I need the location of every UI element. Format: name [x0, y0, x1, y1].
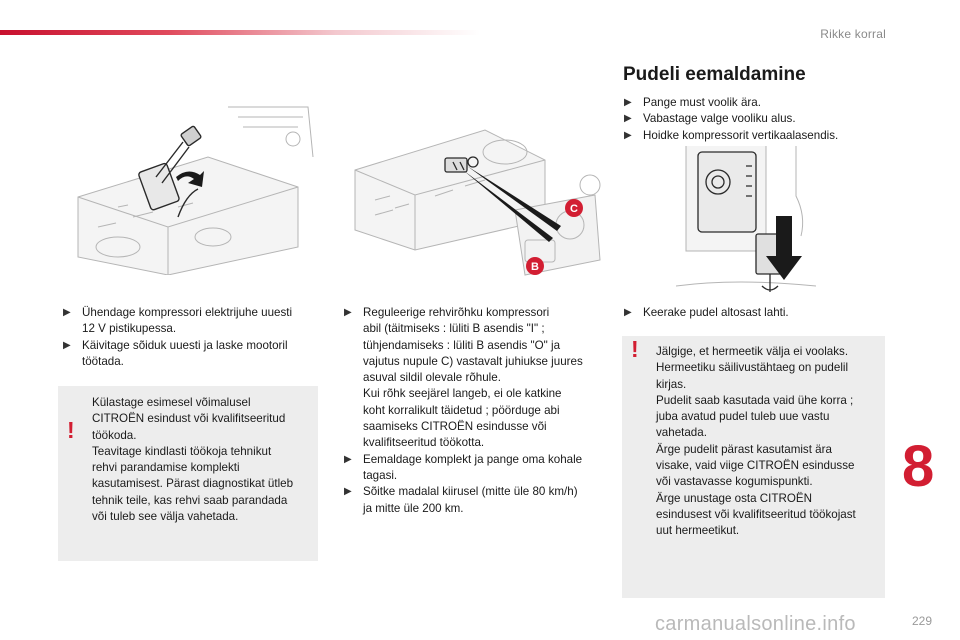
list-item: ▶ Ühendage kompressori elektrijuhe uuesti 12 V pistikupessa. [63, 306, 293, 336]
illustration-bottle-removal [676, 146, 816, 294]
warning-text-left: Külastage esimesel võimalusel CITROËN esindust või kvalifitseeritud töökoda. Teavitage kindlasti töökoja tehnikut rehvi parandamise komplekti kasutamisest. Pärast diagnostikat ütleb tehnik teile, kas rehvi saab parandada või tuleb see välja vahetada. [92, 396, 294, 524]
arrow-bullet-icon: ▶ [344, 453, 352, 465]
arrow-bullet-icon: ▶ [624, 307, 632, 318]
illustration-compressor-plug [58, 97, 320, 275]
steps-left-list [62, 305, 320, 370]
steps-right-bottom-list [623, 305, 893, 321]
list-item: ▶ Pange must voolik ära. [623, 95, 893, 111]
arrow-bullet-icon: ▶ [624, 129, 632, 141]
list-item: ▶ Hoidke kompressorit vertikaalasendis. [623, 128, 893, 144]
arrow-bullet-icon: ▶ [344, 307, 352, 318]
header-rule [0, 30, 480, 35]
list-item: ▶ Sõitke madalal kiirusel (mitte üle 80 km/h) ja mitte üle 200 km. [344, 485, 578, 515]
list-item: ▶ Vabastage valge vooliku alus. [623, 111, 893, 127]
arrow-bullet-icon: ▶ [63, 339, 71, 351]
section-title-bottle-removal: Pudeli eemaldamine [623, 64, 806, 85]
list-item: ▶ Käivitage sõiduk uuesti ja laske mootoril töötada. [63, 338, 288, 368]
arrow-bullet-icon: ▶ [624, 97, 632, 108]
illustration-compressor-switch [345, 100, 607, 278]
warning-box-left [58, 386, 318, 561]
warning-text-right: Jälgige, et hermeetik välja ei voolaks. Hermeetiku säilivustähtaeg on pudelil kirjas. Pudelit saab kasutada vaid ühe korra ; juba avatud pudel tuleb uue vastu vahetada. Ärge pudelit pärast kasutamist ära visake, vaid viige CITROËN esindusse või vastavasse kogumispunkti. Ärge unustage osta CITROËN esindusest või kvalifitseeritud töökojast uut hermeetikut. [656, 345, 856, 538]
list-item: ▶ Reguleerige rehvirõhku kompressori abil (täitmiseks : lüliti B asendis "I" ; tühjendamiseks : lüliti B asendis "O" ja vajutus nupule C) vastavalt juhiukse juures asuval sildil olevale rõhule. Kui rõhk seejärel langeb, ei ole katkine koht korralikult täidetud ; pöörduge abi saamiseks CITROËN esindusse või kvalifitseeritud töökotta. [344, 306, 583, 450]
exclamation-icon: ! [631, 336, 639, 362]
exclamation-icon: ! [67, 417, 75, 443]
chapter-number: 8 [902, 434, 935, 499]
arrow-bullet-icon: ▶ [624, 113, 632, 125]
steps-middle-list [343, 305, 605, 517]
label-b-badge: B [531, 261, 539, 273]
list-item: ▶ Eemaldage komplekt ja pange oma kohale tagasi. [344, 452, 583, 482]
arrow-bullet-icon: ▶ [344, 486, 352, 498]
label-c-badge: C [570, 203, 578, 215]
list-item: ▶ Keerake pudel altosast lahti. [623, 305, 893, 321]
watermark: carmanualsonline.info [655, 613, 856, 635]
arrow-bullet-icon: ▶ [63, 307, 71, 318]
header-section-title: Rikke korral [820, 27, 886, 41]
page-number: 229 [911, 614, 932, 628]
steps-right-top-list [623, 95, 893, 144]
warning-box-right [622, 336, 885, 598]
